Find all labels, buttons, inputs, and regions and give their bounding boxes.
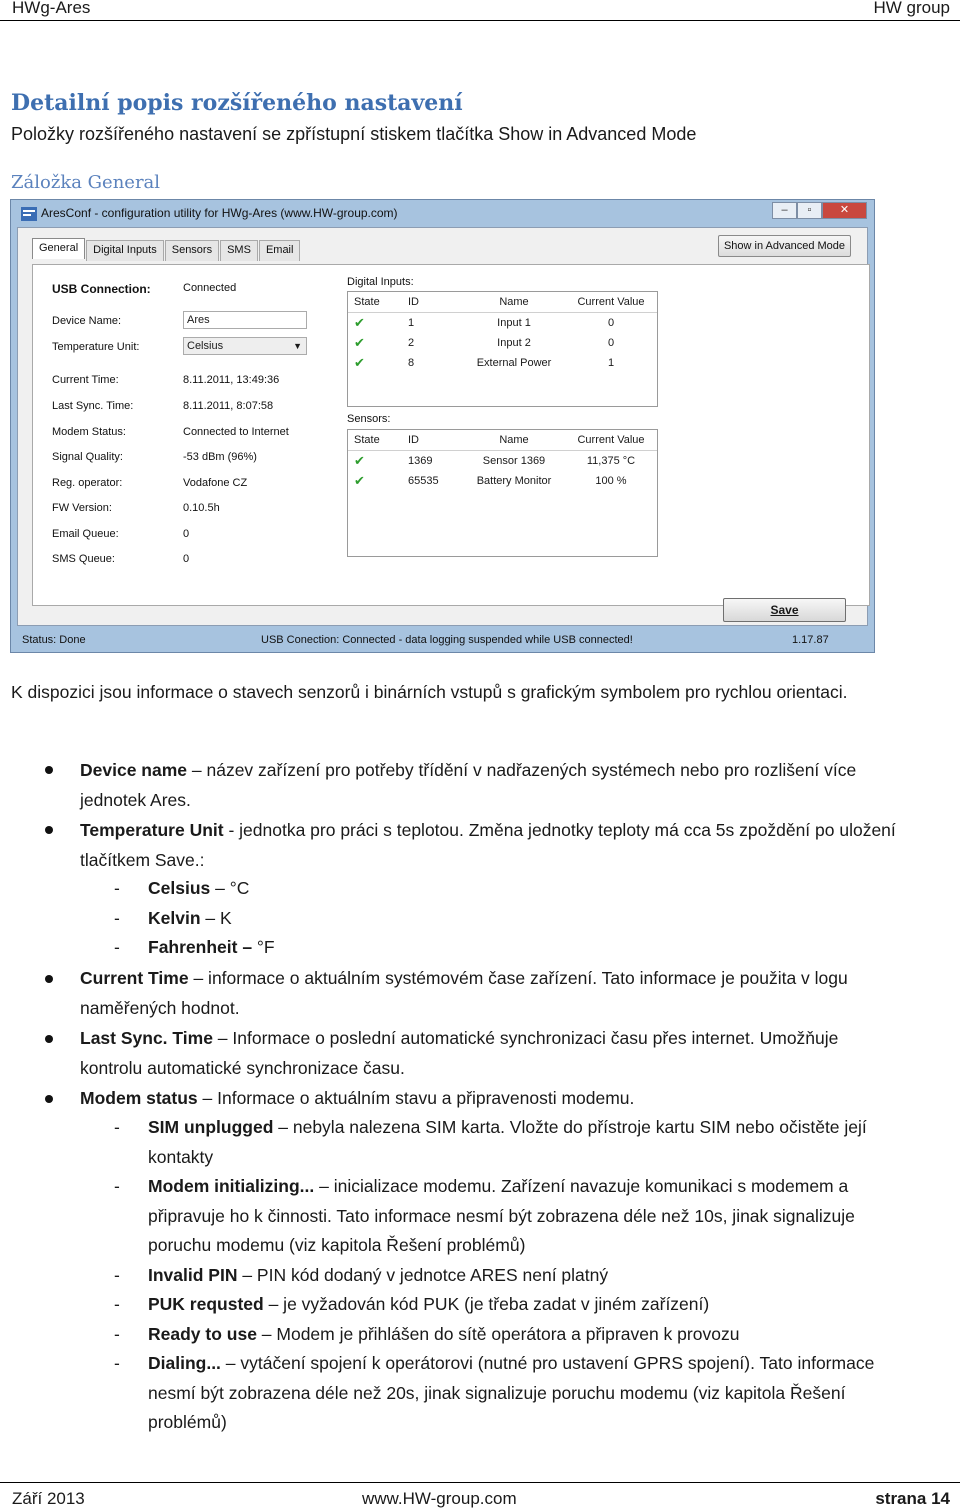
cell-id: 65535 [408, 475, 439, 487]
item-term: SIM unplugged [148, 1117, 274, 1137]
status-text: Status: Done [22, 634, 86, 646]
list-subitem [148, 1320, 878, 1350]
cell-value: 0 [607, 317, 615, 329]
email-queue-label: Email Queue: [52, 528, 119, 540]
tab-digital-inputs[interactable]: Digital Inputs [86, 240, 164, 261]
last-sync-label: Last Sync. Time: [52, 400, 134, 412]
digital-inputs-title: Digital Inputs: [347, 276, 414, 288]
item-text: – °C [210, 878, 250, 898]
sms-queue-label: SMS Queue: [52, 553, 115, 565]
dash-icon: - [114, 1265, 120, 1285]
list-item [80, 756, 900, 815]
tab-sensors[interactable]: Sensors [165, 240, 219, 261]
item-term: Invalid PIN [148, 1265, 238, 1285]
column-header: ID [408, 434, 419, 446]
column-header: Name [499, 296, 529, 308]
table-row[interactable] [348, 353, 657, 373]
subsection-heading: Záložka General [11, 172, 161, 193]
item-text: – informace o aktuálním systémovém čase zařízení. Tato informace je použita v logu naměřených hodnot. [80, 968, 848, 1018]
item-term: Current Time [80, 968, 189, 988]
column-header: State [354, 434, 380, 446]
signal-quality-label: Signal Quality: [52, 451, 123, 463]
item-term: Kelvin [148, 908, 201, 928]
page-header [0, 0, 960, 21]
item-term: Ready to use [148, 1324, 257, 1344]
tab-general[interactable]: General [32, 238, 85, 259]
dash-icon: - [114, 1324, 120, 1344]
app-icon [21, 207, 37, 221]
tab-email[interactable]: Email [259, 240, 301, 261]
usb-connection-value: Connected [183, 282, 237, 294]
general-panel [32, 264, 870, 606]
dash-icon: - [114, 1294, 120, 1314]
reg-operator-value: Vodafone CZ [183, 477, 248, 489]
list-subitem [148, 1261, 878, 1291]
item-term: PUK requsted [148, 1294, 264, 1314]
usb-status-text: USB Conection: Connected - data logging suspended while USB connected! [261, 634, 633, 646]
cell-value: 100 % [595, 475, 627, 487]
item-text: °F [252, 937, 275, 957]
window-titlebar [11, 200, 874, 227]
item-text: – vytáčení spojení k operátorovi (nutné pro ustavení GPRS spojení). Tato informace nesmí být zobrazena déle než 20s, jinak signalizuje poruchu modemu (viz kapitola Řešení problémů) [148, 1353, 875, 1433]
signal-quality-value: -53 dBm (96%) [183, 451, 257, 463]
cell-value: 0 [607, 337, 615, 349]
cell-name: External Power [476, 357, 552, 369]
item-term: Celsius [148, 878, 211, 898]
item-text: – inicializace modemu. Zařízení navazuje komunikaci s modemem a připravuje ho k činnosti. Tato informace nesmí být zobrazena déle než 10s, jinak signalizuje poruchu modemu (viz kapitola Řešení problémů) [148, 1176, 855, 1256]
item-text: – K [200, 908, 232, 928]
modem-status-label: Modem Status: [52, 426, 126, 438]
cell-value: 1 [607, 357, 615, 369]
dash-icon: - [114, 1176, 120, 1196]
item-text: – Informace o poslední automatické synchronizaci času přes internet. Umožňuje kontrolu automatické synchronizace času. [80, 1028, 839, 1078]
status-bar [17, 630, 868, 648]
fw-version-label: FW Version: [52, 502, 112, 514]
footer-date: Září 2013 [12, 1489, 85, 1508]
header-right: HW group [873, 0, 950, 17]
cell-name: Battery Monitor [476, 475, 552, 487]
list-subitem [148, 1290, 878, 1320]
temperature-unit-select[interactable] [183, 337, 307, 355]
bullet-icon [45, 826, 53, 834]
item-text: – PIN kód dodaný v jednotce ARES není platný [237, 1265, 609, 1285]
item-term: Temperature Unit [80, 820, 224, 840]
cell-id: 1369 [408, 455, 433, 467]
item-text: - jednotka pro práci s teplotou. Změna jednotky teploty má cca 5s zpoždění po uložení tlačítkem Save.: [80, 820, 896, 870]
footer-url[interactable]: www.HW-group.com [362, 1489, 517, 1508]
item-term: Last Sync. Time [80, 1028, 213, 1048]
description-paragraph: K dispozici jsou informace o stavech senzorů i binárních vstupů s grafickým symbolem pro rychlou orientaci. [11, 682, 848, 702]
current-time-label: Current Time: [52, 374, 119, 386]
check-icon: ✔ [354, 335, 365, 350]
app-window-screenshot [10, 199, 875, 653]
table-header [348, 292, 657, 313]
column-header: Name [499, 434, 529, 446]
table-row[interactable] [348, 451, 657, 471]
version-text: 1.17.87 [792, 634, 829, 646]
table-row[interactable] [348, 313, 657, 333]
table-row[interactable] [348, 333, 657, 353]
list-subitem [148, 874, 878, 904]
check-icon: ✔ [354, 453, 365, 468]
modem-status-value: Connected to Internet [183, 426, 289, 438]
footer-page-number: strana 14 [875, 1489, 950, 1508]
reg-operator-label: Reg. operator: [52, 477, 123, 489]
item-text: – Modem je přihlášen do sítě operátora a připraven k provozu [256, 1324, 740, 1344]
device-name-input[interactable]: Ares [183, 311, 307, 329]
window-title: AresConf - configuration utility for HWg-Ares (www.HW-group.com) [41, 206, 398, 220]
bullet-icon [45, 1095, 53, 1103]
item-term: Fahrenheit – [148, 937, 253, 957]
close-icon[interactable]: ✕ [822, 202, 867, 219]
cell-id: 8 [408, 357, 415, 369]
item-text: – název zařízení pro potřeby třídění v nadřazených systémech nebo pro rozlišení více jednotek Ares. [80, 760, 857, 810]
intro-text: Položky rozšířeného nastavení se zpřístupní stiskem tlačítka Show in Advanced Mode [11, 124, 697, 144]
tab-sms[interactable]: SMS [220, 240, 258, 261]
temperature-unit-label: Temperature Unit: [52, 341, 140, 353]
column-header: Current Value [577, 434, 645, 446]
cell-value: 11,375 °C [586, 455, 636, 467]
sensors-title: Sensors: [347, 413, 391, 425]
table-row[interactable] [348, 471, 657, 491]
digital-inputs-table[interactable] [347, 291, 658, 407]
temperature-unit-value: Celsius [187, 340, 224, 352]
cell-name: Sensor 1369 [482, 455, 546, 467]
cell-id: 1 [408, 317, 415, 329]
header-left: HWg-Ares [12, 0, 91, 17]
list-item [80, 1024, 900, 1083]
email-queue-value: 0 [183, 528, 190, 540]
dash-icon: - [114, 878, 120, 898]
column-header: Current Value [577, 296, 645, 308]
item-term: Modem status [80, 1088, 198, 1108]
bullet-icon [45, 975, 53, 983]
dash-icon: - [114, 937, 120, 957]
cell-name: Input 1 [497, 317, 531, 329]
column-header: State [354, 296, 380, 308]
fw-version-value: 0.10.5h [183, 502, 220, 514]
check-icon: ✔ [354, 315, 365, 330]
sensors-table[interactable] [347, 429, 658, 557]
bullet-icon [45, 766, 53, 774]
current-time-value: 8.11.2011, 13:49:36 [183, 374, 280, 386]
column-header: ID [408, 296, 419, 308]
maximize-icon[interactable]: ▫ [797, 202, 822, 219]
item-text: – nebyla nalezena SIM karta. Vložte do přístroje kartu SIM nebo očistěte její kontakty [148, 1117, 867, 1167]
chevron-down-icon: ▼ [293, 341, 302, 351]
item-term: Dialing... [148, 1353, 221, 1373]
window-client [17, 227, 868, 626]
check-icon: ✔ [354, 473, 365, 488]
list-subitem [148, 1113, 878, 1172]
item-term: Modem initializing... [148, 1176, 315, 1196]
list-subitem [148, 904, 878, 934]
last-sync-value: 8.11.2011, 8:07:58 [183, 400, 274, 412]
item-term: Device name [80, 760, 188, 780]
list-item [80, 816, 900, 875]
page-footer [0, 1482, 960, 1508]
minimize-icon[interactable]: – [772, 202, 797, 219]
sms-queue-value: 0 [183, 553, 190, 565]
tab-bar [32, 240, 301, 261]
device-name-label: Device Name: [52, 315, 122, 327]
dash-icon: - [114, 1353, 120, 1373]
list-subitem [148, 933, 878, 963]
usb-connection-label: USB Connection: [52, 282, 151, 296]
list-item [80, 1084, 900, 1114]
list-item [80, 964, 900, 1023]
check-icon: ✔ [354, 355, 365, 370]
item-text: – Informace o aktuálním stavu a připravenosti modemu. [197, 1088, 635, 1108]
list-subitem [148, 1349, 878, 1438]
save-button[interactable]: Save [723, 598, 846, 622]
section-heading: Detailní popis rozšířeného nastavení [11, 90, 463, 116]
dash-icon: - [114, 1117, 120, 1137]
advanced-mode-button[interactable]: Show in Advanced Mode [718, 235, 851, 257]
cell-name: Input 2 [497, 337, 531, 349]
dash-icon: - [114, 908, 120, 928]
table-header [348, 430, 657, 451]
cell-id: 2 [408, 337, 415, 349]
list-subitem [148, 1172, 878, 1261]
bullet-icon [45, 1035, 53, 1043]
item-text: – je vyžadován kód PUK (je třeba zadat v jiném zařízení) [263, 1294, 710, 1314]
